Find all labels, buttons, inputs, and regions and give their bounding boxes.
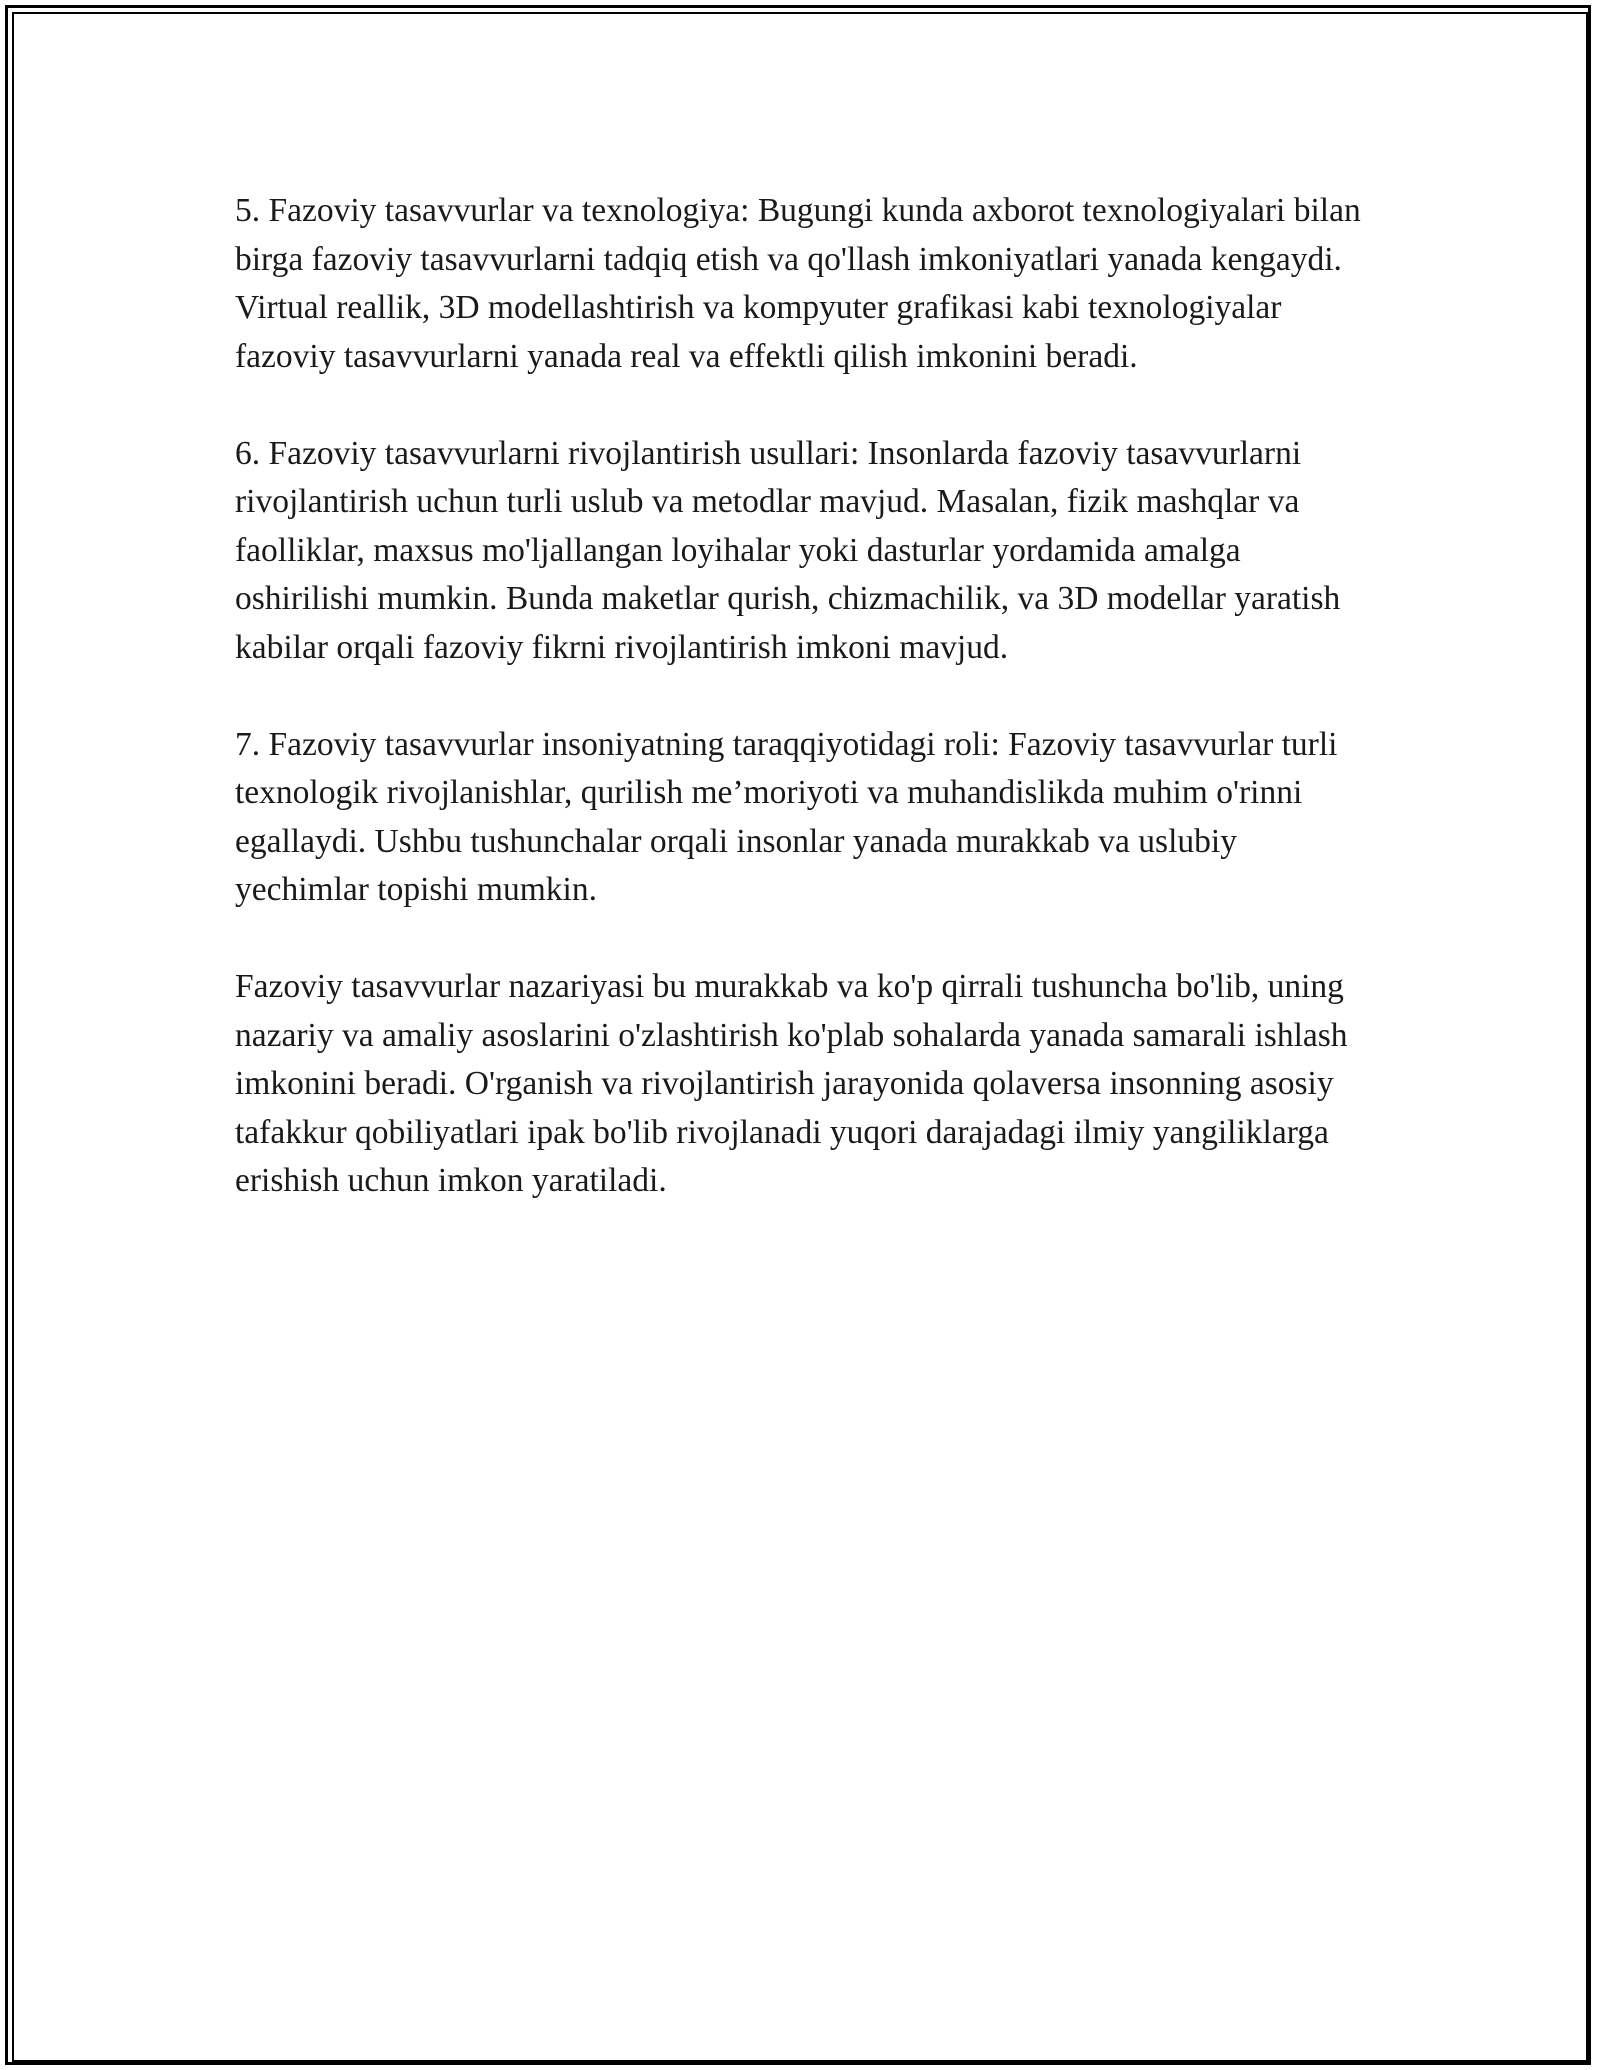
paragraph-role-in-progress: 7. Fazoviy tasavvurlar insoniyatning taraqqiyotidagi roli: Fazoviy tasavvurlar turli texnologik rivojlanishlar, qurilish me’moriyoti va muhandislikda muhim o'rinni egallaydi. Ushbu tushunchalar orqali insonlar yanada murakkab va uslubiy yechimlar topishi mumkin. bbox=[235, 725, 1338, 908]
paragraph-technology: 5. Fazoviy tasavvurlar va texnologiya: Bugungi kunda axborot texnologiyalari bilan birga fazoviy tasavvurlarni tadqiq etish va qo'llash imkoniyatlari yanada kengaydi. Virtual reallik, 3D modellashtirish va kompyuter grafikasi kabi texnologiyalar fazoviy tasavvurlarni yanada real va effektli qilish imkonini beradi. bbox=[235, 192, 1361, 375]
document-body bbox=[235, 187, 1375, 1254]
paragraph-conclusion: Fazoviy tasavvurlar nazariyasi bu murakkab va ko'p qirrali tushuncha bo'lib, uning nazariy va amaliy asoslarini o'zlashtirish ko'plab sohalarda yanada samarali ishlash imkonini beradi. O'rganish va rivojlantirish jarayonida qolaversa insonning asosiy tafakkur qobiliyatlari ipak bo'lib rivojlanadi yuqori darajadagi ilmiy yangiliklarga erishish uchun imkon yaratiladi. bbox=[235, 968, 1348, 1199]
paragraph-development-methods: 6. Fazoviy tasavvurlarni rivojlantirish usullari: Insonlarda fazoviy tasavvurlarni rivojlantirish uchun turli uslub va metodlar mavjud. Masalan, fizik mashqlar va faolliklar, maxsus mo'ljallangan loyihalar yoki dasturlar yordamida amalga oshirilishi mumkin. Bunda maketlar qurish, chizmachilik, va 3D modellar yaratish kabilar orqali fazoviy fikrni rivojlantirish imkoni mavjud. bbox=[235, 434, 1341, 666]
